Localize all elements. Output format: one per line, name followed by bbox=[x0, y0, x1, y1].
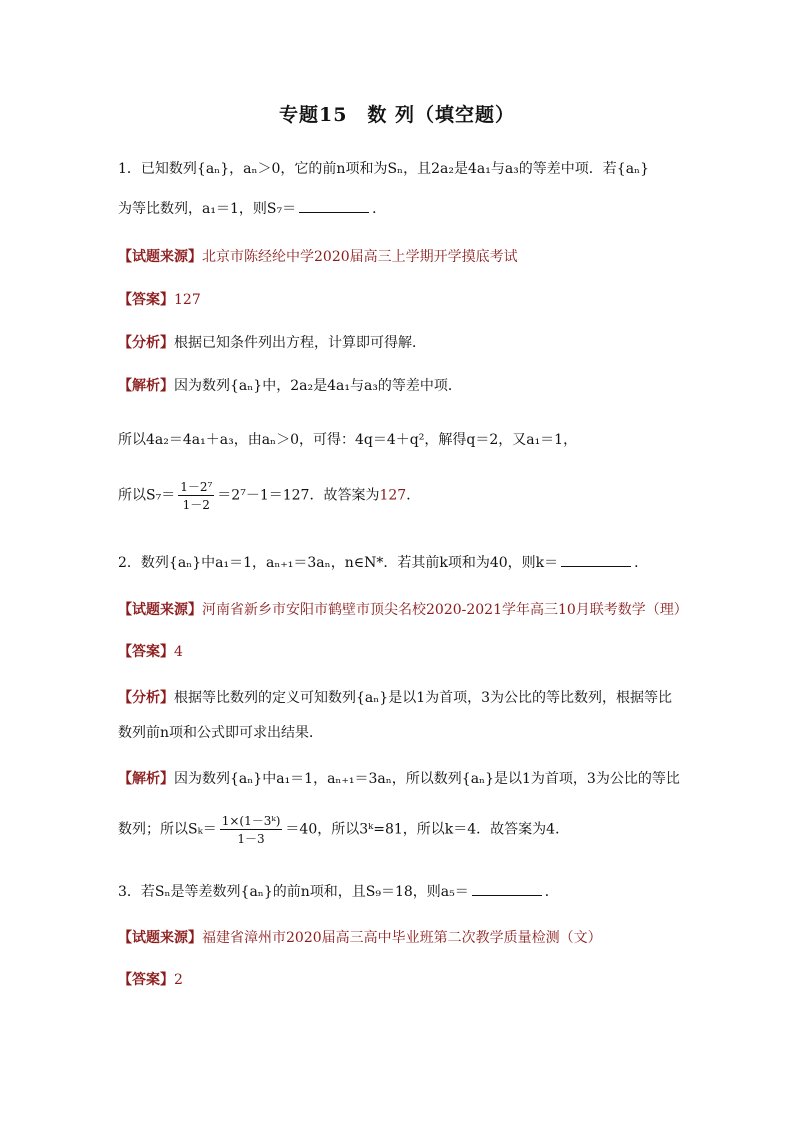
q2-analysis-line1 bbox=[118, 687, 672, 707]
q2-answer-tag: 【答案】 bbox=[118, 644, 174, 660]
q1-source bbox=[118, 246, 518, 266]
q1-solution-text1: 因为数列{aₙ}中，2a₂是4a₁与a₃的等差中项． bbox=[174, 378, 462, 394]
page-title: 专题15 数 列（填空题） bbox=[278, 104, 516, 126]
q1-fraction-denominator: 1－2 bbox=[182, 498, 210, 512]
q1-stem-line1: 1．已知数列{aₙ}，aₙ＞0，它的前n项和为Sₙ，且2a₂是4a₁与a₃的等差中项．若{aₙ} bbox=[118, 161, 650, 177]
q2-solution-text1: 因为数列{aₙ}中a₁＝1，aₙ₊₁＝3aₙ，所以数列{aₙ}是以1为首项，3为公比的等比 bbox=[174, 771, 680, 787]
q1-solution-line1 bbox=[118, 375, 462, 395]
q1-solution-line3 bbox=[118, 478, 420, 513]
q3-answer-value: 2 bbox=[174, 972, 183, 988]
q1-fraction-numerator: 1－2⁷ bbox=[180, 480, 213, 494]
q1-source-text: 北京市陈经纶中学2020届高三上学期开学摸底考试 bbox=[202, 249, 518, 265]
q2-stem-text: 2．数列{aₙ}中a₁＝1，aₙ₊₁＝3aₙ，n∈N*．若其前k项和为40，则k＝ bbox=[118, 555, 559, 571]
q1-solution3-post: ＝2⁷－1＝127．故答案为 bbox=[217, 487, 380, 504]
q1-stem-end: ． bbox=[372, 201, 387, 217]
q2-analysis-text1: 根据等比数列的定义可知数列{aₙ}是以1为首项，3为公比的等比数列，根据等比 bbox=[174, 690, 673, 706]
q3-stem-end: ． bbox=[544, 884, 559, 900]
q1-answer-tag: 【答案】 bbox=[118, 292, 174, 308]
q1-answer-blank bbox=[299, 200, 369, 213]
q2-answer bbox=[118, 641, 183, 661]
q2-source-tag: 【试题来源】 bbox=[118, 602, 202, 618]
q3-stem bbox=[118, 881, 559, 901]
q1-stem-text: 为等比数列，a₁＝1，则S₇＝ bbox=[118, 201, 297, 217]
q2-fraction-denominator: 1－3 bbox=[237, 832, 265, 846]
q3-answer-blank bbox=[472, 883, 542, 896]
q2-solution-tag: 【解析】 bbox=[118, 771, 174, 787]
q1-stem-line2 bbox=[118, 198, 386, 218]
q3-answer bbox=[118, 969, 183, 989]
q2-stem bbox=[118, 552, 648, 572]
q1-analysis-tag: 【分析】 bbox=[118, 335, 174, 351]
q2-fraction-numerator: 1×(1－3ᵏ) bbox=[221, 814, 281, 828]
q1-solution3-pre: 所以S₇＝ bbox=[118, 487, 176, 504]
q3-source-text: 福建省漳州市2020届高三高中毕业班第二次教学质量检测（文） bbox=[202, 930, 602, 946]
q1-analysis-text: 根据已知条件列出方程，计算即可得解． bbox=[174, 335, 426, 351]
q1-source-tag: 【试题来源】 bbox=[118, 249, 202, 265]
q2-analysis-tag: 【分析】 bbox=[118, 690, 174, 706]
q1-answer-value: 127 bbox=[174, 292, 201, 308]
q2-fraction bbox=[220, 812, 283, 847]
q3-answer-tag: 【答案】 bbox=[118, 972, 174, 988]
q1-solution3-answer: 127 bbox=[379, 487, 407, 504]
q1-answer bbox=[118, 289, 201, 309]
q2-answer-value: 4 bbox=[174, 644, 183, 660]
q2-answer-blank bbox=[561, 554, 631, 567]
q3-source bbox=[118, 927, 602, 947]
q1-solution-line2: 所以4a₂＝4a₁＋a₃，由aₙ＞0，可得：4q＝4＋q²，解得q＝2，又a₁＝1， bbox=[118, 432, 578, 448]
q2-solution2-post: ＝40，所以3ᵏ=81，所以k＝4．故答案为4． bbox=[285, 821, 570, 838]
q3-stem-text: 3．若Sₙ是等差数列{aₙ}的前n项和，且S₉＝18，则a₅＝ bbox=[118, 884, 469, 900]
q2-analysis-line2: 数列前n项和公式即可求出结果． bbox=[118, 725, 324, 741]
q2-solution2-pre: 数列；所以Sₖ＝ bbox=[118, 821, 217, 838]
q2-stem-end: ． bbox=[634, 555, 649, 571]
q1-solution3-end: ． bbox=[406, 487, 421, 504]
q2-source-text: 河南省新乡市安阳市鹤壁市顶尖名校2020-2021学年高三10月联考数学（理） bbox=[202, 602, 688, 618]
q2-solution-line1 bbox=[118, 768, 680, 788]
q1-fraction bbox=[178, 478, 214, 513]
q3-source-tag: 【试题来源】 bbox=[118, 930, 202, 946]
q2-source bbox=[118, 599, 688, 619]
q1-analysis bbox=[118, 332, 426, 352]
q1-solution-tag: 【解析】 bbox=[118, 378, 174, 394]
q2-solution-line2 bbox=[118, 812, 569, 847]
